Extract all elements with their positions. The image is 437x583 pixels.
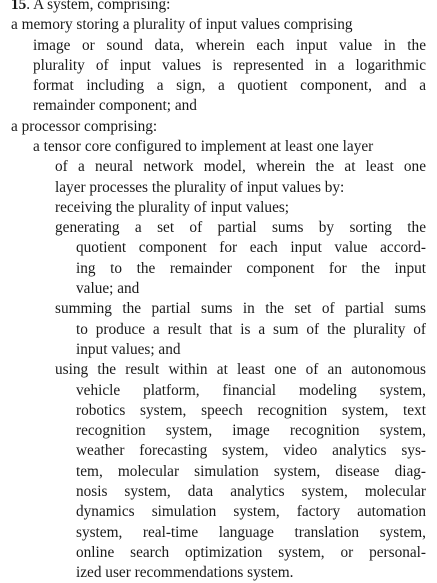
step-line: receiving the plurality of input values; (55, 199, 290, 216)
step-line: tem, molecular simulation system, disease diag- (76, 463, 426, 480)
step-line: dynamics simulation system, factory automation (76, 503, 426, 520)
step-line: to produce a result that is a sum of the plurality of (76, 321, 426, 338)
memory-line: image or sound data, wherein each input value in the (33, 37, 426, 54)
memory-line: a memory storing a plurality of input values comprising (11, 16, 353, 33)
memory-line: format including a sign, a quotient component, and a (33, 77, 426, 94)
memory-line: plurality of input values is represented in a logarithmic (33, 57, 426, 74)
step-line: input values; and (76, 341, 181, 358)
claim-header (11, 0, 170, 15)
tensor-core-line: a tensor core configured to implement at least one layer (33, 138, 374, 155)
step-line: weather forecasting system, video analytics sys- (76, 442, 426, 459)
step-line: using the result within at least one of an autonomous (55, 361, 426, 378)
step-line: vehicle platform, financial modeling system, (76, 382, 426, 399)
tensor-core-line: of a neural network model, wherein the at least one (55, 158, 426, 175)
step-line: value; and (76, 280, 140, 297)
processor-intro: a processor comprising: (11, 118, 158, 135)
claim-number: 15 (11, 0, 27, 13)
memory-line: remainder component; and (33, 97, 197, 114)
step-line: ing to the remainder component for the input (76, 260, 426, 277)
claim-preamble: . A system, comprising: (26, 0, 171, 13)
step-line: quotient component for each input value accord- (76, 239, 426, 256)
step-line: nosis system, data analytics system, molecular (76, 483, 426, 500)
step-line: summing the partial sums in the set of partial sums (55, 300, 426, 317)
step-line: ized user recommendations system. (76, 564, 294, 581)
step-line: generating a set of partial sums by sorting the (55, 219, 426, 236)
step-line: system, real-time language translation system, (76, 524, 426, 541)
step-line: recognition system, image recognition system, (76, 422, 426, 439)
step-line: robotics system, speech recognition system, text (76, 402, 426, 419)
tensor-core-line: layer processes the plurality of input values by: (55, 179, 345, 196)
step-line: online search optimization system, or personal- (76, 544, 426, 561)
